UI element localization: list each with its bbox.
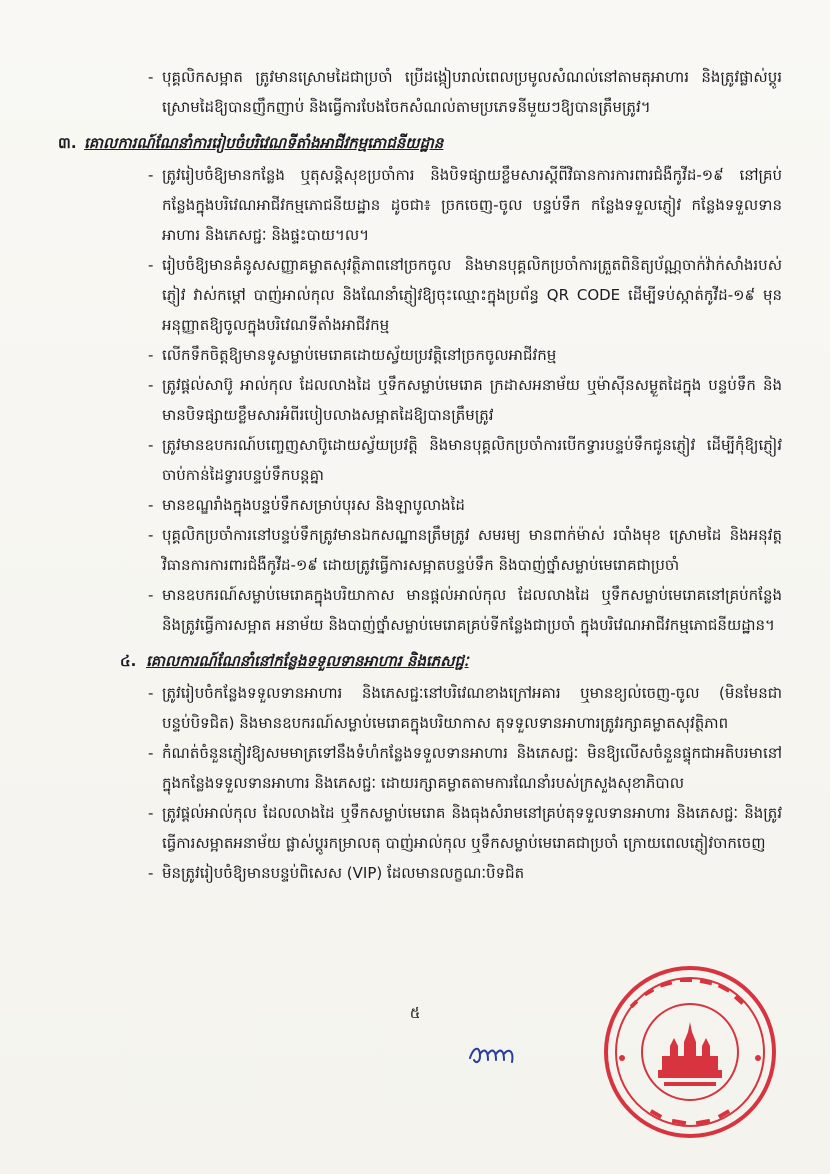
section-3-number: ៣.	[58, 134, 77, 152]
page-number: ៥	[409, 1004, 421, 1022]
section-3-item: - ត្រូវផ្តល់សាប៊ូ អាល់កុល ដែលលាងដៃ ឬទឹកសម្លាប់មេរោគ ក្រដាសអនាម័យ ឬម៉ាស៊ីនសម្ងួតដៃក្នុង បន្ទប់ទឹក និងមានបិទផ្សាយខ្លឹមសារអំពីរបៀបលាងសម្អាតដៃឱ្យបានត្រឹមត្រូវ	[58, 370, 782, 430]
section-3-item: - លើកទឹកចិត្តឱ្យមានទូសម្លាប់មេរោគដោយស្វ័យប្រវត្តិនៅច្រកចូលអាជីវកម្ម	[58, 340, 782, 370]
ministry-seal-icon	[600, 962, 780, 1142]
section-3-item: - មានឧបករណ៍សម្លាប់មេរោគក្នុងបរិយាកាស មានផ្តល់អាល់កុល ដែលលាងដៃ ឬទឹកសម្លាប់មេរោគនៅគ្រប់កន្លែង និងត្រូវធ្វើការសម្អាត អនាម័យ និងបាញ់ថ្នាំសម្លាប់មេរោគគ្រប់ទីកន្លែងជាប្រចាំ ក្នុងបរិវេណអាជីវកម្មភោជនីយដ្ឋាន។	[58, 580, 782, 640]
section-3-item: - បុគ្គលិកប្រចាំការនៅបន្ទប់ទឹកត្រូវមានឯកសណ្ឋានត្រឹមត្រូវ សមរម្យ មានពាក់ម៉ាស់ របាំងមុខ ស្រោមដៃ និងអនុវត្តវិធានការការពារជំងឺកូវីដ-១៩ ដោយត្រូវធ្វើការសម្អាតបន្ទប់ទឹក និងបាញ់ថ្នាំសម្លាប់មេរោគជាប្រចាំ	[58, 520, 782, 580]
section-3-item: - មានខណ្ឌរាំងក្នុងបន្ទប់ទឹកសម្រាប់បុរស និងឡាបូលាងដៃ	[58, 490, 782, 520]
section-4-title: គោលការណ៍ណែនាំនៅកន្លែងទទួលទានអាហារ និងភេសជ្ជៈ	[146, 652, 469, 670]
document-body	[58, 62, 782, 888]
section-3-heading	[58, 128, 782, 158]
section-4-heading	[58, 646, 782, 676]
section-3-item: - រៀបចំឱ្យមានគំនូសសញ្ញាគម្លាតសុវត្ថិភាពនៅច្រកចូល និងមានបុគ្គលិកប្រចាំការត្រួតពិនិត្យប័ណ្ណចាក់វ៉ាក់សាំងរបស់ភ្ញៀវ វាស់កម្តៅ បាញ់អាល់កុល និងណែនាំភ្ញៀវឱ្យចុះឈ្មោះក្នុងប្រព័ន្ធ QR CODE ដើម្បីទប់ស្កាត់កូវីដ-១៩ មុនអនុញ្ញាតឱ្យចូលក្នុងបរិវេណទីតាំងអាជីវកម្ម	[58, 250, 782, 340]
section-3-item: - ត្រូវរៀបចំឱ្យមានកន្លែង ឬតុសន្តិសុខប្រចាំការ និងបិទផ្សាយខ្លឹមសារស្តីពីវិធានការការពារជំងឺកូវីដ-១៩ នៅគ្រប់កន្លែងក្នុងបរិវេណអាជីវកម្មភោជនីយដ្ឋាន ដូចជា៖ ច្រកចេញ-ចូល បន្ទប់ទឹក កន្លែងទទួលភ្ញៀវ កន្លែងទទួលទានអាហារ និងភេសជ្ជៈ និងផ្ទះបាយ។ល។	[58, 160, 782, 250]
section-3-title: គោលការណ៍ណែនាំការរៀបចំបរិវេណទីតាំងអាជីវកម្មភោជនីយដ្ឋាន	[84, 134, 444, 152]
section-4-item: - កំណត់ចំនួនភ្ញៀវឱ្យសមមាត្រទៅនឹងទំហំកន្លែងទទួលទានអាហារ និងភេសជ្ជៈ មិនឱ្យលើសចំនួនផ្ទុកជាអតិបរមានៅក្នុងកន្លែងទទួលទានអាហារ និងភេសជ្ជៈ ដោយរក្សាគម្លាតតាមការណែនាំរបស់ក្រសួងសុខាភិបាល	[58, 738, 782, 798]
section-3-item: - ត្រូវមានឧបករណ៍បញ្ចេញសាប៊ូដោយស្វ័យប្រវត្តិ និងមានបុគ្គលិកប្រចាំការបើកទ្វារបន្ទប់ទឹកជូនភ្ញៀវ ដើម្បីកុំឱ្យភ្ញៀវចាប់កាន់ដៃទ្វារបន្ទប់ទឹកបន្តគ្នា	[58, 430, 782, 490]
section-4-number: ៤.	[120, 652, 137, 670]
signature-initials	[466, 1040, 526, 1068]
section-4-item: - ត្រូវរៀបចំកន្លែងទទួលទានអាហារ និងភេសជ្ជៈនៅបរិវេណខាងក្រៅអគារ ឬមានខ្យល់ចេញ-ចូល (មិនមែនជាបន្ទប់បិទជិត) និងមានឧបករណ៍សម្លាប់មេរោគក្នុងបរិយាកាស តុទទួលទានអាហារត្រូវរក្សាគម្លាតសុវត្ថិភាព	[58, 678, 782, 738]
section-4-item: - ត្រូវផ្តល់អាល់កុល ដែលលាងដៃ ឬទឹកសម្លាប់មេរោគ និងធុងសំរាមនៅគ្រប់តុទទួលទានអាហារ និងភេសជ្ជៈ និងត្រូវធ្វើការសម្អាតអនាម័យ ផ្លាស់ប្តូរកម្រាលតុ បាញ់អាល់កុល ឬទឹកសម្លាប់មេរោគជាប្រចាំ ក្រោយពេលភ្ញៀវចាកចេញ	[58, 798, 782, 858]
section-4-item: - មិនត្រូវរៀបចំឱ្យមានបន្ទប់ពិសេស (VIP) ដែលមានលក្ខណៈបិទជិត	[58, 858, 782, 888]
section-2-last-item: - បុគ្គលិកសម្អាត ត្រូវមានស្រោមដៃជាប្រចាំ ប្រើដង្កៀបរាល់ពេលប្រមូលសំណល់នៅតាមតុអាហារ និងត្រូវផ្លាស់ប្តូរស្រោមដៃឱ្យបានញឹកញាប់ និងធ្វើការបែងចែកសំណល់តាមប្រភេទនីមួយៗឱ្យបានត្រឹមត្រូវ។	[58, 62, 782, 122]
